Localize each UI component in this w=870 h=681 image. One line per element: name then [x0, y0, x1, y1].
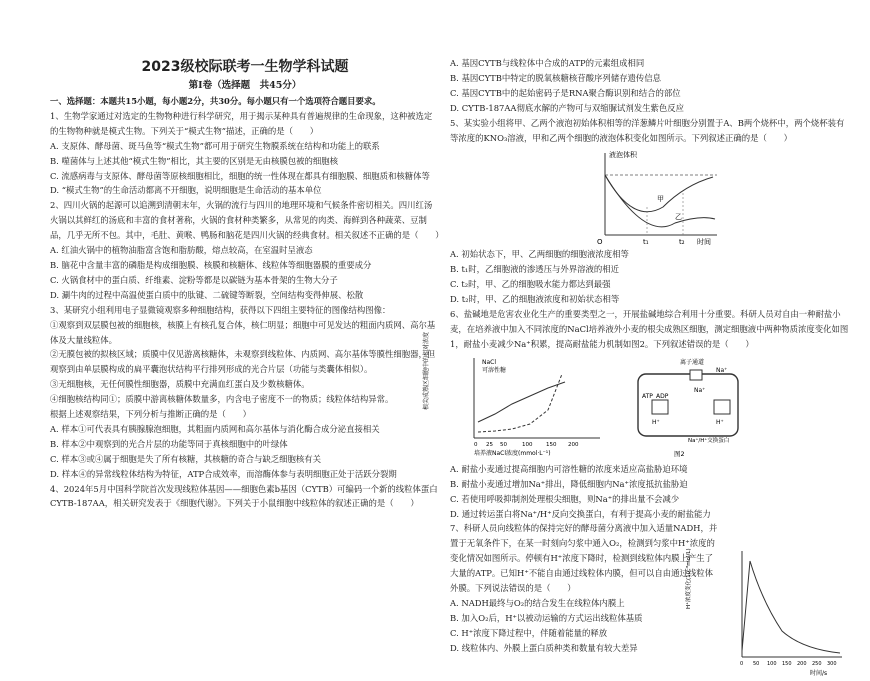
figure-h-concentration — [686, 541, 847, 681]
right-column — [423, 0, 850, 678]
svg-text:H⁺: H⁺ — [716, 418, 724, 426]
h-curve — [742, 561, 840, 653]
question-line: 1、生物学家通过对选定的生物物种进行科学研究，用于揭示某种具有普遍规律的生命现象，这种被选定的生物物种就是模式生物。下列关于“模式生物”描述，正确的是（ ） — [50, 110, 433, 136]
svg-text:离子通道: 离子通道 — [680, 358, 705, 366]
svg-text:ATP: ATP — [642, 392, 653, 400]
svg-text:200: 200 — [797, 661, 807, 668]
legend-nacl: NaCl — [482, 358, 497, 366]
ion-channel — [690, 370, 702, 380]
x-axis-label: 时间 — [697, 238, 711, 247]
figure-2-caption: 图2 — [674, 449, 685, 458]
svg-text:O: O — [597, 238, 603, 247]
question-line: D. CYTB-187AA彻底水解的产物可与双缩脲试剂发生紫色反应 — [450, 102, 684, 113]
left-column — [50, 0, 444, 511]
question-line: 根据上述观察结果，下列分析与推断正确的是（ ） — [50, 409, 251, 420]
question-line: A. NADH最终与O₂的结合发生在线粒体内膜上 — [450, 597, 625, 608]
series-nacl — [478, 382, 565, 422]
question-line: 2、四川火锅的起源可以追溯到清朝末年，火锅的流行与四川的地理环境和气候条件密切相关。四川红汤火锅以其鲜红的汤底和丰富的食材著称，火锅的食材种类繁多，从常见的肉类、海鲜到各种蔬菜、豆制品，几乎无所不包。其中，毛肚、黄喉、鸭肠和脑花是四川火锅的经典食材。相关叙述不正确的是（ ） — [50, 200, 444, 241]
svg-text:乙: 乙 — [675, 213, 682, 222]
svg-text:t₂: t₂ — [679, 238, 685, 247]
option-line: A. 耐盐小麦通过提高细胞内可溶性糖的浓度来适应高盐胁迫环境 — [450, 463, 688, 474]
section-heading: 第Ⅰ卷（选择题 共45分） — [188, 80, 302, 91]
question-line: 7、科研人员向线粒体的保持完好的酵母菌分离液中加入适量NADH，并置于无氧条件下，在某一时刻向匀浆中通入O₂，检测到匀浆中H⁺浓度的变化情况如图所示。停顿有H⁺浓度下降时，检测到线粒体内膜上产生了大量的ATP。已知H⁺不能自由通过线粒体内膜，但可以自由通过线粒体外膜。下列说法错误的是（ ） — [450, 523, 718, 594]
question-line: C. 流感病毒与支原体、酵母菌等原核细胞相比，细胞的统一性体现在都具有细胞膜、细胞质和核糖体等 — [50, 170, 430, 181]
svg-text:25: 25 — [486, 441, 493, 448]
option-line: A. 初始状态下，甲、乙两细胞的细胞液浓度相等 — [450, 249, 629, 260]
svg-text:300: 300 — [827, 661, 837, 668]
question-line: ④细胞核结构同①；质膜中游离核糖体数量多，内含电子密度不一的物质；线粒体结构异常。 — [50, 394, 394, 405]
svg-text:t₁: t₁ — [643, 238, 649, 247]
svg-text:甲: 甲 — [657, 195, 664, 204]
svg-text:H⁺: H⁺ — [652, 418, 660, 426]
figure-vacuole-volume — [450, 145, 850, 247]
question-line: D. “模式生物”的生命活动都离不开细胞，说明细胞是生命活动的基本单位 — [50, 185, 322, 196]
question-line: B. 样本②中观察到的光合片层的功能等同于真核细胞中的叶绿体 — [50, 438, 288, 449]
svg-text:Na⁺: Na⁺ — [716, 366, 728, 374]
series-sugar — [478, 374, 562, 432]
question-4-options — [450, 56, 850, 145]
antiporter — [714, 400, 730, 414]
question-line: A. 样本①可代表具有胰腺腺泡细胞，其粗面内质网和高尔基体与消化酶合成分泌直接相关 — [50, 423, 380, 434]
option-line: C. 若使用呼吸抑制剂处理根尖细胞，则Na⁺的排出量不会减少 — [450, 493, 680, 504]
option-line: C. t₂时，甲、乙的细胞吸水能力都达到最强 — [450, 279, 611, 290]
svg-text:150: 150 — [546, 441, 557, 448]
question-line: B. 基因CYTB中特定的脱氧核糖核苷酸序列储存遗传信息 — [450, 72, 662, 83]
svg-text:Na⁺: Na⁺ — [694, 386, 706, 394]
question-line: 5、某实验小组将甲、乙两个液泡初始体积相等的洋葱鳞片叶细胞分别置于A、B两个烧杯中，两个烧杯装有等浓度的KNO₃溶液，甲和乙两个细胞的液泡体积变化如图所示。下列叙述正确的是（ ） — [450, 117, 845, 143]
question-line: B. 脑花中含量丰富的磷脂是构成细胞膜、核膜和核糖体、线粒体等细胞器膜的重要成分 — [50, 259, 372, 270]
svg-text:Na⁺/H⁺交换蛋白: Na⁺/H⁺交换蛋白 — [688, 437, 730, 444]
svg-text:50: 50 — [753, 661, 760, 668]
question-line: C. 火锅食材中的蛋白质、纤维素、淀粉等都是以碳链为基本骨架的生物大分子 — [50, 274, 338, 285]
option-line: B. 耐盐小麦通过增加Na⁺排出，降低细胞内Na⁺浓度抵抗盐胁迫 — [450, 478, 688, 489]
figure-1-ylabel: 根尖成熟区细胞中的相对浓度 — [423, 331, 430, 410]
curve-jia — [605, 175, 713, 212]
svg-text:250: 250 — [812, 661, 822, 668]
question-6-options — [450, 462, 850, 522]
figure-1-xlabel: 培养液NaCl浓度(mmol·L⁻¹) — [474, 449, 551, 457]
question-line: 4、2024年5月中国科学院首次发现线粒体基因——细胞色素b基因（CYTB）可编码一个新的线粒体蛋白CYTB-187AA，相关研究发表于《细胞代谢》。下列关于小鼠细胞中线粒体的叙述正确的是（ ） — [50, 483, 438, 509]
legend-sugar: 可溶性糖 — [482, 366, 507, 374]
svg-text:时间/s: 时间/s — [810, 670, 828, 678]
instructions: 一、选择题：本题共15小题，每小题2分，共30分。每小题只有一个选项符合题目要求。 — [50, 96, 381, 106]
svg-text:200: 200 — [568, 441, 579, 448]
question-line: A. 红油火锅中的植物油脂富含饱和脂肪酸，熔点较高，在室温时呈液态 — [50, 245, 313, 256]
option-line: D. 通过转运蛋白将Na⁺/H⁺反向交换蛋白，有利于提高小麦的耐盐能力 — [450, 508, 711, 519]
page-title: 2023级校际联考一生物学科试题 — [141, 59, 349, 75]
svg-text:0: 0 — [474, 441, 478, 448]
svg-text:150: 150 — [782, 661, 792, 668]
question-line: 3、某研究小组利用电子显微镜观察多种细胞结构，获得以下四组主要特征的图像结构图像： — [50, 304, 391, 315]
question-line: C. 基因CYTB中的起始密码子是RNA聚合酶识别和结合的部位 — [450, 87, 681, 98]
svg-text:0: 0 — [740, 661, 744, 668]
question-line: ①观察到双层膜包被的细胞核，核膜上有核孔复合体，核仁明显；细胞中可见发达的粗面内质网、高尔基体及大量线粒体。 — [50, 319, 436, 345]
y-axis-label: 液泡体积 — [609, 151, 637, 160]
figure-2-diagram — [630, 352, 750, 460]
proton-pump — [652, 400, 668, 414]
question-line: B. 噬菌体与上述其他“模式生物”相比，其主要的区别是无由核膜包被的细胞核 — [50, 155, 339, 166]
question-line: A. 基因CYTB与线粒体中合成的ATP的元素组成相同 — [450, 58, 645, 68]
question-line: ②无膜包被的拟核区域；质膜中仅见游离核糖体，未观察到线粒体、内质网、高尔基体等膜性细胞器，但观察到由单层膜构成的扁平囊泡状结构平行排列形成的光合片层（功能与类囊体相似）。 — [50, 349, 436, 375]
question-line: 6、盐碱地是危害农业化生产的重要类型之一，开展盐碱地综合利用十分重要。科研人员对自由一种耐盐小麦，在培养液中加入不同浓度的NaCl培养液外小麦的根尖成熟区细胞，测定细胞液中两种物质浓度变化如图1，耐盐小麦减少Na⁺积累，提高耐盐能力机制如图2。下列叙述错误的是（ ） — [450, 309, 849, 349]
question-line: C. 样本③或④属于细胞是失了所有核糖，其核糖的奇合与缺乏细胞核有关 — [50, 453, 322, 464]
question-7 — [450, 521, 720, 655]
svg-text:ADP: ADP — [656, 392, 669, 400]
question-list — [50, 109, 444, 511]
question-line: ③无细胞核，无任何膜性细胞器，质膜中充满血红蛋白及少数核糖体。 — [50, 379, 310, 390]
question-line: A. 支原体、酵母菌、斑马鱼等“模式生物”都可用于研究生物膜系统在结构和功能上的联系 — [50, 140, 380, 151]
svg-text:50: 50 — [500, 441, 507, 448]
question-line: D. 线粒体内、外膜上蛋白质种类和数量有较大差异 — [450, 642, 638, 653]
figure-salt-tolerance — [423, 331, 850, 462]
figure-1-chart — [423, 331, 610, 460]
question-6-stem — [450, 307, 850, 352]
question-line: D. 涮牛肉的过程中高温使蛋白质中的肽键、二硫键等断裂，空间结构变得伸展、松散 — [50, 289, 364, 300]
question-5-options — [450, 247, 850, 307]
question-line: D. 样本④的异常线粒体结构为特征，ATP合成效率，而溶酶体参与表明细胞正处于活跃分裂期 — [50, 468, 397, 479]
option-line: D. t₂时，甲、乙的细胞液浓度和初始状态相等 — [450, 294, 620, 305]
svg-text:100: 100 — [522, 441, 533, 448]
svg-text:100: 100 — [767, 661, 777, 668]
svg-text:H⁺浓度变化(10⁻⁸mol/L): H⁺浓度变化(10⁻⁸mol/L) — [686, 548, 692, 610]
question-line: C. H⁺浓度下降过程中，伴随着能量的释放 — [450, 627, 608, 638]
question-line: B. 加入O₂后，H⁺以被动运输的方式运出线粒体基质 — [450, 612, 643, 623]
option-line: B. t₁时，乙细胞液的渗透压与外界溶液的相近 — [450, 264, 619, 275]
